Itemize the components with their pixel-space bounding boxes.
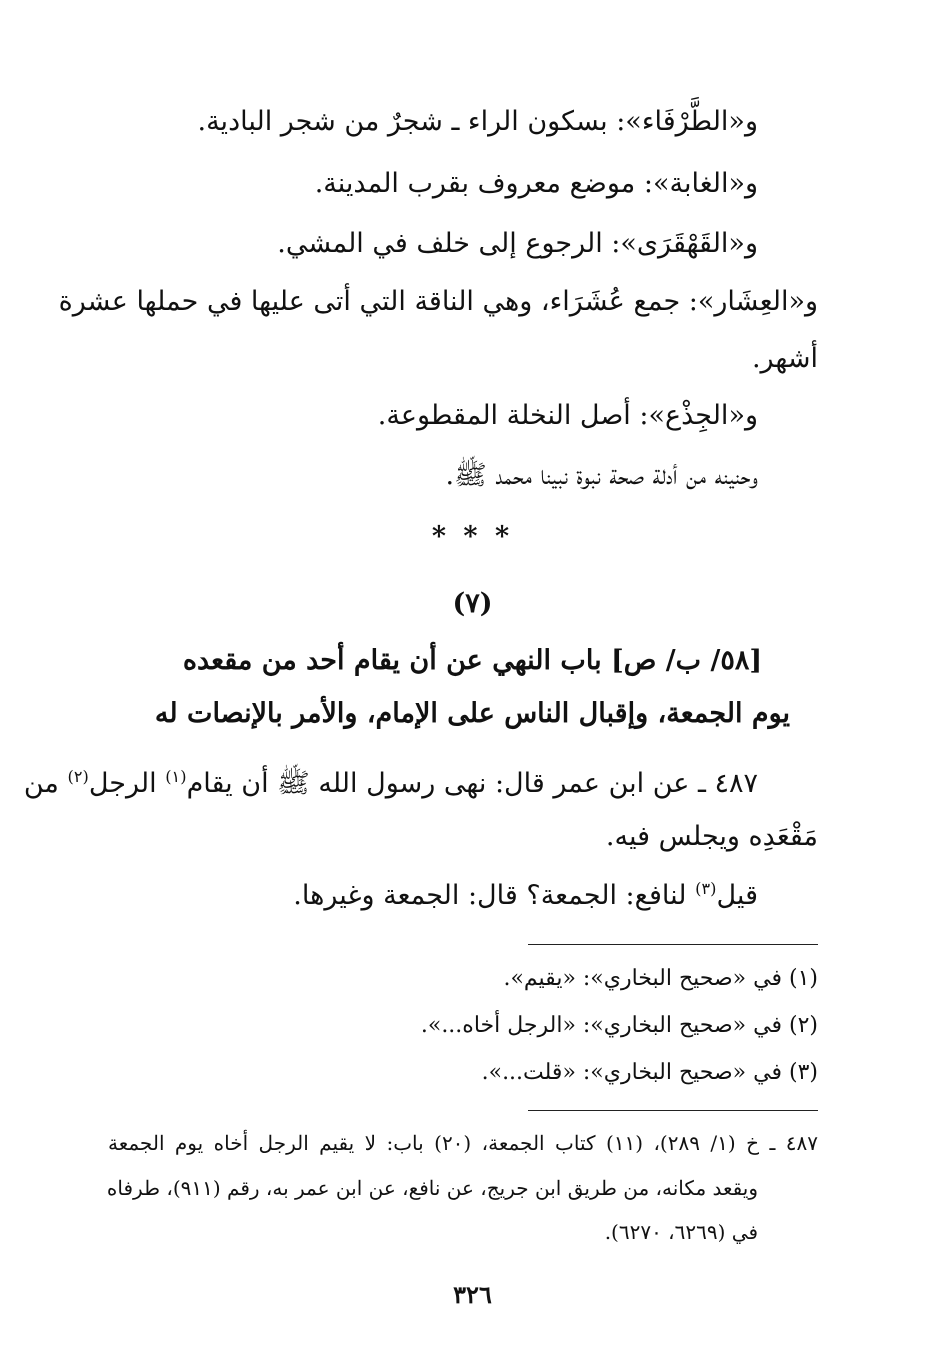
chapter-title-line-2: يوم الجمعة، وإقبال الناس على الإمام، والأمر بالإنصات له (154, 698, 791, 729)
chapter-title-line-1: [٥٨/ ب/ ص] باب النهي عن أن يقام أحد من مقعده (182, 645, 763, 676)
hadith-line-3-qila: قيل (716, 880, 758, 911)
hadith-line-3 (293, 879, 758, 911)
definition-jidh: و«الجِذْع»: أصل النخلة المقطوعة. (377, 400, 758, 431)
section-separator: * * * (431, 521, 514, 552)
hadith-line-2: مَقْعَدِه ويجلس فيه. (605, 821, 818, 852)
footnote-3: (٣) في «صحيح البخاري»: «قلت...». (481, 1060, 818, 1085)
definition-tarfaa: و«الطَّرْفَاء»: بسكون الراء ـ شجرٌ من شجر البادية. (197, 106, 758, 137)
page-number: ٣٢٦ (453, 1280, 492, 1309)
source-note-line-2: ويقعد مكانه، من طريق ابن جريج، عن نافع، عن ابن عمر به، رقم (٩١١)، طرفاه (106, 1176, 758, 1200)
hadith-line-3-text: لنافع: الجمعة؟ قال: الجمعة وغيرها. (293, 880, 696, 911)
definition-ishar: و«العِشَار»: جمع عُشَرَاء، وهي الناقة التي أتى عليها في حملها عشرة (58, 286, 818, 317)
source-note-line-3: في (٦٢٦٩، ٦٢٧٠). (604, 1220, 758, 1244)
hadith-line-1 (23, 767, 758, 799)
closing-remark: وحنينه من أدلة صحة نبوة نبينا محمد ﷺ. (445, 460, 758, 491)
footnote-ref-2: (٢) (67, 767, 89, 786)
hadith-line-1-min: من (23, 768, 68, 799)
section-number: (٧) (452, 588, 493, 619)
footnote-ref-1: (١) (165, 767, 187, 786)
definition-ghaba: و«الغابة»: موضع معروف بقرب المدينة. (314, 168, 758, 199)
footnote-divider (528, 944, 818, 945)
hadith-line-1-rajul: الرجل (88, 768, 166, 799)
source-note-line-1: ٤٨٧ ـ خ (١/ ٢٨٩)، (١١) كتاب الجمعة، (٢٠) باب: لا يقيم الرجل أخاه يوم الجمعة (108, 1131, 818, 1155)
footnote-ref-3: (٣) (695, 879, 717, 898)
footnote-2: (٢) في «صحيح البخاري»: «الرجل أخاه...». (420, 1013, 818, 1038)
source-divider (528, 1110, 818, 1111)
footnote-1: (١) في «صحيح البخاري»: «يقيم». (503, 966, 818, 991)
definition-qahqara: و«القَهْقَرَى»: الرجوع إلى خلف في المشي. (277, 228, 758, 259)
hadith-line-1-text: ٤٨٧ ـ عن ابن عمر قال: نهى رسول الله ﷺ أن يقام (186, 768, 758, 799)
definition-ishar-continued: أشهر. (751, 343, 818, 374)
